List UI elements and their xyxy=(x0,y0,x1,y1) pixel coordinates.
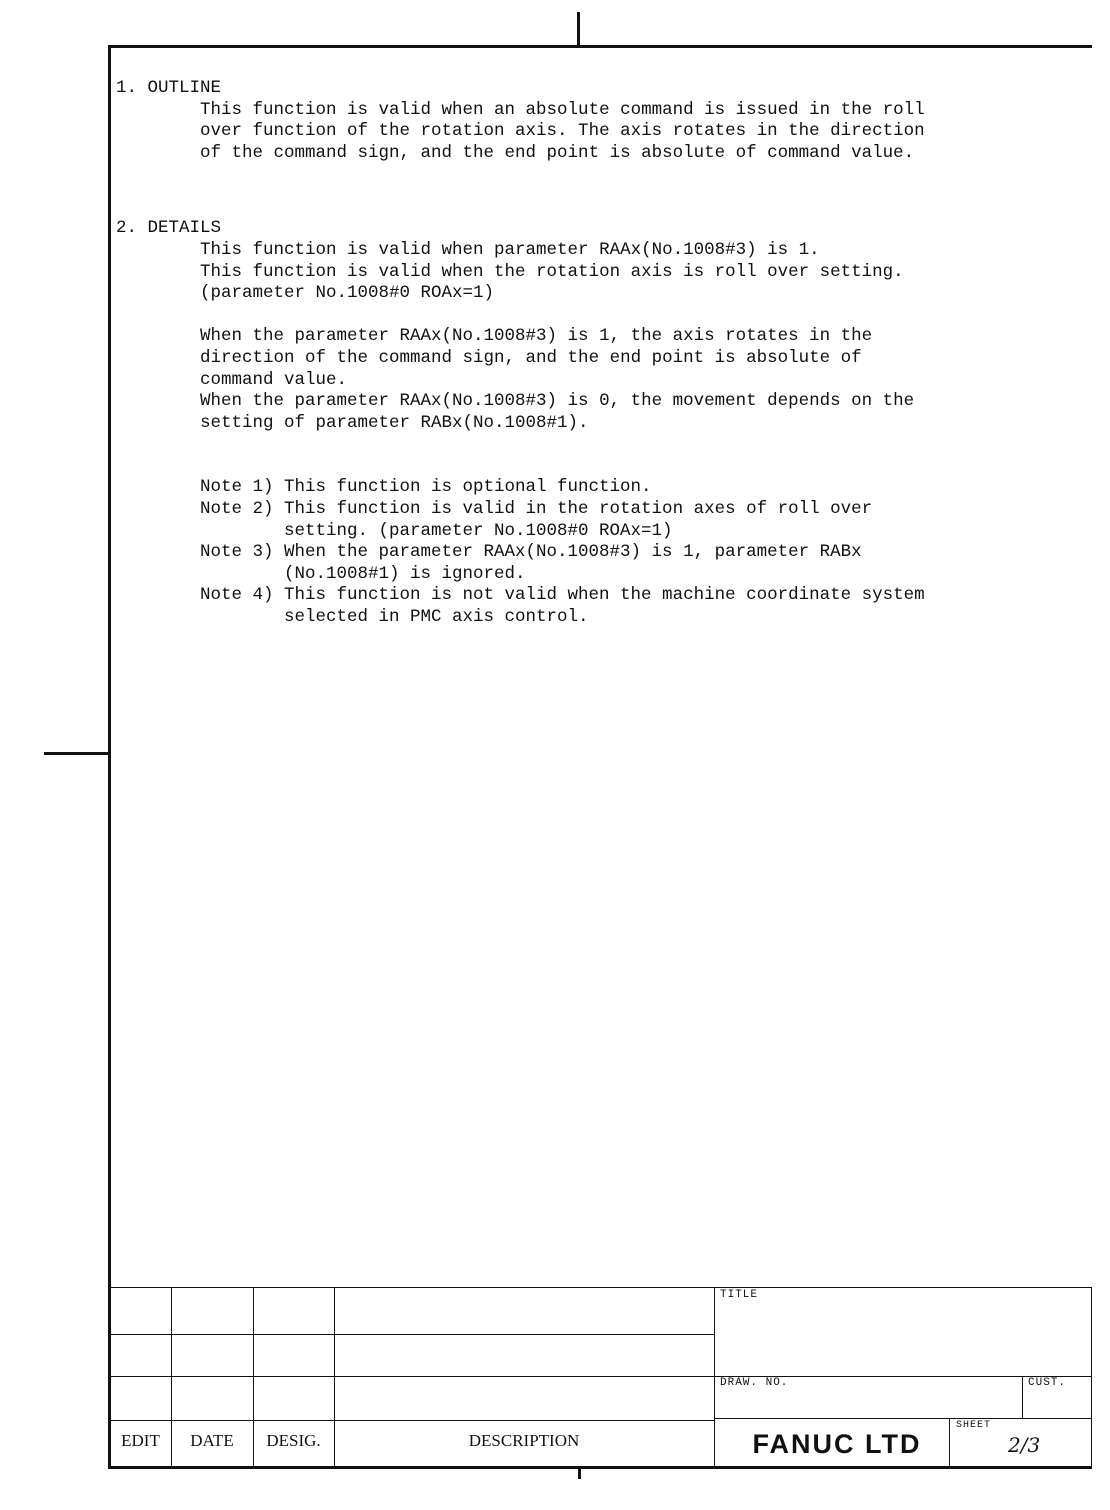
company-logo: FANUC LTD xyxy=(752,1429,922,1459)
desig-label: DESIG. xyxy=(266,1431,321,1450)
note-text: This function is not valid when the machine coordinate system selected in PMC axis control. xyxy=(284,585,925,627)
cust-label: CUST. xyxy=(1028,1377,1067,1389)
note-item xyxy=(116,542,976,585)
edit-label: EDIT xyxy=(121,1431,160,1450)
date-label: DATE xyxy=(190,1431,234,1450)
details-line: When the parameter RAAx(No.1008#3) is 0, the movement depends on the xyxy=(200,391,915,412)
details-line: This function is valid when parameter RAAx(No.1008#3) is 1. xyxy=(200,239,820,260)
section-heading-outline: 1. OUTLINE xyxy=(116,78,222,98)
sheet-label: SHEET xyxy=(956,1420,992,1431)
note-label: Note 1) xyxy=(200,477,274,498)
details-line: command value. xyxy=(200,369,348,390)
description-label: DESCRIPTION xyxy=(468,1431,580,1450)
document-body xyxy=(116,78,976,628)
details-line: When the parameter RAAx(No.1008#3) is 1, the axis rotates in the xyxy=(200,326,873,347)
note-item xyxy=(116,585,976,628)
section-heading-details: 2. DETAILS xyxy=(116,218,222,239)
details-line: direction of the command sign, and the end point is absolute of xyxy=(200,347,862,368)
draw-no-label: DRAW. NO. xyxy=(720,1377,789,1389)
title-block xyxy=(110,1287,1092,1467)
details-line: This function is valid when the rotation axis is roll over setting. xyxy=(200,261,904,282)
sheet-number: 2/3 xyxy=(1008,1433,1041,1457)
registration-mark-top xyxy=(577,12,580,46)
note-label: Note 4) xyxy=(200,585,274,606)
note-text: This function is optional function. xyxy=(284,477,652,498)
outline-line: of the command sign, and the end point is absolute of command value. xyxy=(200,142,915,163)
outline-line: over function of the rotation axis. The axis rotates in the direction xyxy=(200,121,925,142)
note-text: When the parameter RAAx(No.1008#3) is 1, parameter RABx (No.1008#1) is ignored. xyxy=(284,542,862,584)
note-item xyxy=(116,477,976,499)
outline-line: This function is valid when an absolute command is issued in the roll xyxy=(200,99,925,120)
registration-mark-left xyxy=(44,752,110,755)
note-label: Note 3) xyxy=(200,542,274,563)
note-item xyxy=(116,499,976,542)
note-text: This function is valid in the rotation axes of roll over setting. (parameter No.1008#0 ROAx=1) xyxy=(284,498,873,541)
note-label: Note 2) xyxy=(200,498,274,519)
title-label: TITLE xyxy=(720,1289,759,1301)
details-line: (parameter No.1008#0 ROAx=1) xyxy=(200,283,495,304)
details-line: setting of parameter RABx(No.1008#1). xyxy=(200,412,589,433)
